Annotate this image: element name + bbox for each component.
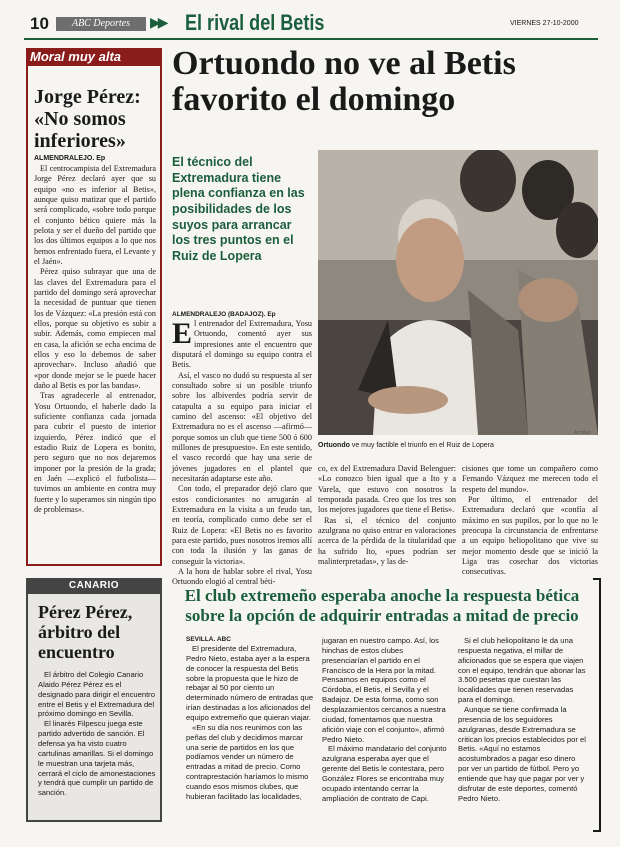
main-paragraph: Así, el vasco no dudó su respuesta al ser consultado sobre si un posible triunfo sobre los albiverdes podría servir de catapulta a su equipo para iniciar el camino del ascenso: «El objetivo del Extremadura no es el ascenso —afirmó— porque somos un club que tiene 500 ó 600 millones de presupuesto». En este sentido, el vasco recordó que hay una serie de jóvenes jugadores en el plantel que necesitarán adaptarse este año. <box>172 370 312 483</box>
bottom-bracket <box>593 578 601 832</box>
sidebar-tab-label: Moral muy alta <box>30 49 122 64</box>
sidebar-title: Jorge Pérez: «No somos inferiores» <box>34 86 141 152</box>
sidebar-paragraph: Pérez quiso subrayar que una de las claves del Extremadura para el partido del domingo será aprovechar la necesidad de puntuar que tienen los de Vázquez: «La presión está con ellos, porque su objetivo es subir a subir. Además, como empiecen mal en casa, la afición se echa encima de ellos y eso lo debemos de saber aprovechar». Incluso añadió que «por donde mejor se le puede hacer daño al Betis es por las bandas». <box>34 267 156 390</box>
photo-caption <box>318 442 598 449</box>
article-photo <box>318 150 598 435</box>
main-paragraph: Ras sí, el técnico del conjunto azulgrana no quiso entrar en valoraciones acerca de la pérdida de la titularidad que ha sufrido Ito, «pues podrían ser malinterpretadas», y las de- <box>318 515 456 566</box>
caption-text: ve muy factible el triunfo en el Ruiz de Lopera <box>349 442 494 449</box>
main-column-1 <box>172 319 312 588</box>
main-byline: ALMENDRALEJO (BADAJOZ). Ep <box>172 311 276 318</box>
sidebar-body <box>34 164 156 515</box>
canario-bar: CANARIO <box>26 578 162 594</box>
canario-paragraph: El linarés Filpescu juega este partido advertido de sanción. El defensa ya ha visto cuatro cartulinas amarillas. Si el domingo le muestran una tarjeta más, cerrará el ciclo de amonestaciones y tendrá que cumplir un partido de sanción. <box>38 719 156 798</box>
canario-body <box>38 670 156 798</box>
caption-name: Ortuondo <box>318 442 350 449</box>
bottom-paragraph: El presidente del Extremadura, Pedro Nieto, estaba ayer a la espera de conocer la respuesta del Betis sobre la propuesta que le hizo de rebajar al 50 por ciento un determinado número de entradas que irían destinadas a los aficionados del equipo extremeño que quieran viajar. <box>186 644 314 723</box>
canario-paragraph: El árbitro del Colegio Canario Alaido Pérez Pérez es el designado para dirigir el encuentro entre el Betis y el Extremadura del próximo domingo en Sevilla. <box>38 670 155 719</box>
bottom-column-2 <box>322 636 450 804</box>
bottom-paragraph: «En su día nos reunimos con las peñas del club y decidimos marcar una serie de partidos en los que podíamos vender un número de entradas a mitad de precio. Como contraprestación haríamos lo mismo cuando esos mismos clubes, que hubieran facilitado las localidades, <box>186 722 309 801</box>
photo-credit: Archivo <box>574 430 591 436</box>
main-paragraph: Con todo, el preparador dejó claro que estos condicionantes no arrugarán al Extremadura en la visita a un feudo tan, en teoría, complicado como debe ser el Ruiz de Lopera: «El Betis no es favorito para este partido, pues nosotros iremos allí con toda la ilusión y las ganas de conseguir la victoria». <box>172 484 312 566</box>
bottom-headline: El club extremeño esperaba anoche la respuesta bética sobre la opción de adquirir entradas a mitad de precio <box>184 586 580 625</box>
main-column-2 <box>318 464 456 567</box>
main-subhead: El técnico del Extremadura tiene plena confianza en las posibilidades de los suyos para arrancar los tres puntos en el Ruiz de Lopera <box>172 155 305 263</box>
dateline: VIERNES 27-10-2000 <box>510 20 579 27</box>
main-paragraph: Por último, el entrenador del Extremadura declaró que «confía al máximo en sus pupilos, por lo que no le preocupa la circunstancia de enfrentarse a un equipo heliopolitano que vive su mejor momento desde que se inició la Liga tras cosechar dos victorias consecutivas. <box>462 494 598 577</box>
bottom-paragraph: jugaran en nuestro campo. Así, los hinchas de estos clubes presenciarían el partido en el Francisco de la Hera por la mitad. Pensamos en equipos como el Córdoba, el Betis, el Sevilla y el Badajoz. De esta forma, como son desplazamientos cercanos a nuestra ciudad, fomentamos que nuestra afición viaje con el conjunto», afirmó Pedro Nieto. <box>322 636 446 744</box>
bottom-column-3 <box>458 636 588 804</box>
bottom-byline: SEVILLA. ABC <box>186 636 231 643</box>
main-paragraph: A la hora de hablar sobre el rival, Yosu Ortuondo elogió al central béti- <box>172 566 312 587</box>
dropcap: E <box>172 317 193 350</box>
photo-illustration <box>318 150 598 435</box>
section-rubric: El rival del Betis <box>185 10 325 35</box>
sidebar-paragraph: El centrocampista del Extremadura Jorge Pérez declaró ayer que su equipo «no es inferior al Betis», aunque quiso matizar que el partido será complicado, «sobre todo porque el conjunto bético quiere más la pelota y ser el dueño del partido que los dos últimos equipos a lo que nos hemos enfrentado fuera, el Levante y el Jaén». <box>34 164 156 266</box>
section-tag: ABC Deportes <box>56 17 146 31</box>
header-rule <box>24 38 598 40</box>
bottom-paragraph: Aunque se tiene confirmada la presencia de los seguidores azulgranas, desde Extremadura se critican los precios establecidos por el Betis. «Aquí no estamos acostumbrados a pagar eso dinero por ver un partido de fútbol. Pero yo entiende que hay que pagar por ver y disfrutar de este deportes, comentó Pedro Nieto. <box>458 705 586 803</box>
sidebar-paragraph: Tras agradecerle al entrenador, Yosu Ortuondo, el haberle dado la suficiente confianza cada jornada para cubrir el puesto de interior izquierdo, Pérez indicó que el estadio Ruiz de Lopera es bonito, pero seguro que no nos dejaremos imponer por la presión de la grada; en Jaén —explicó el futbolista— tuvimos un ambiente en contra muy fuerte y lo superamos sin ningún tipo de problemas». <box>34 391 156 514</box>
main-column-3 <box>462 464 598 578</box>
main-paragraph <box>172 319 312 371</box>
canario-title: Pérez Pérez, árbitro del encuentro <box>38 602 133 662</box>
main-paragraph: co, ex del Extremadura David Belenguer: «Lo conozco bien igual que a Ito y a Varela, que estuvo con nosotros la temporada pasada. Creo que los tres son los mejores jugadores que tiene el Betis». <box>318 464 456 515</box>
bottom-column-1 <box>186 644 314 802</box>
bottom-paragraph: El máximo mandatario del conjunto azulgrana esperaba ayer que el gerente del Betis le contestara, pero González Flores se encontraba muy ocupado intentando cerrar la ampliación de contrato de Capi. <box>322 744 447 803</box>
sidebar-tab <box>26 48 162 66</box>
sidebar-byline: ALMENDRALEJO. Ep <box>34 155 106 162</box>
main-headline: Ortuondo no ve al Betis favorito el domingo <box>172 45 516 118</box>
page-number: 10 <box>30 14 49 33</box>
bottom-paragraph: Si el club heliopolitano le da una respuesta negativa, el millar de aficionados que se espera que viajen con el equipo, tendrán que abonar las 3.500 pesetas que cuestan las localidades que tienen reservadas para el domingo. <box>458 636 586 705</box>
main-paragraph: cisiones que tome un compañero como Fernando Vázquez me merecen todo el respeto del mundo». <box>462 464 598 494</box>
main-paragraph-text: l entrenador del Extremadura, Yosu Ortuondo, comentó ayer sus impresiones ante el encuentro que disputará el domingo su equipo contra el Betis. <box>172 319 312 370</box>
arrow-icon: ▶▶ <box>150 16 166 31</box>
